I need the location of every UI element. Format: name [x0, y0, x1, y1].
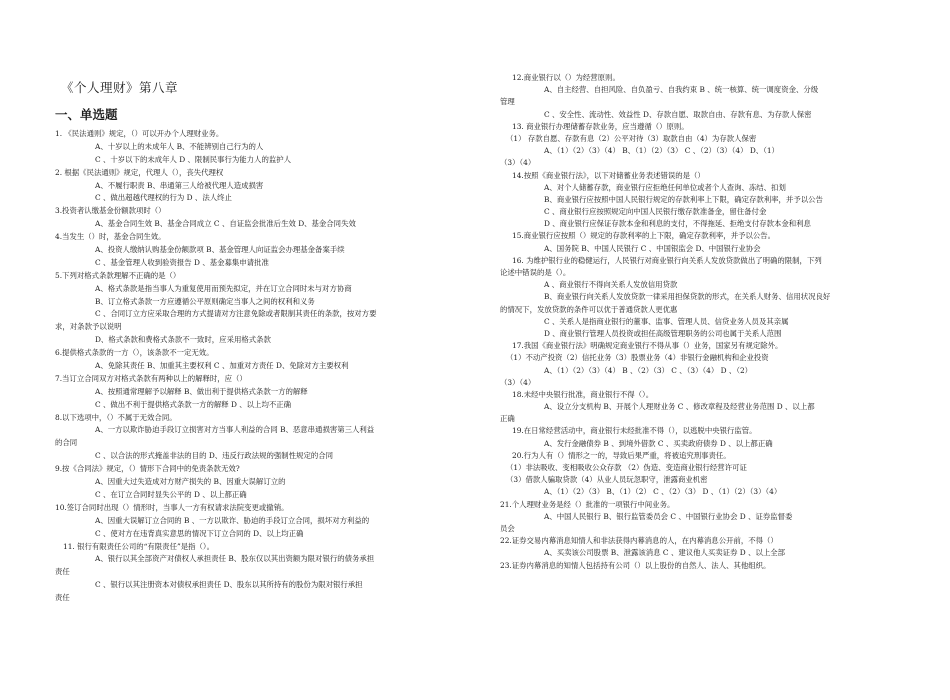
question-line: 21.个人理财业务是经（）批准的一项银行中间业务。 [500, 499, 675, 509]
option-line: A 、商业银行不得向关系人发放信用贷款 [544, 280, 678, 290]
option-line: A、投资人缴纳认购基金份额款项 B、基金管理人向证监会办理基金备案手续 [95, 245, 345, 255]
option-line: A、（1）（2）（3）（4） B、（1）（2）（3） C 、（2）（3）（4） D、（1） [544, 146, 779, 156]
option-line: A、十岁以上的未成年人 B、不能辨别自己行为的人 [95, 141, 264, 151]
question-line: 7.当订立合同双方对格式条款有两种以上的解释时，应（） [55, 373, 247, 383]
continuation-line: 员会 [500, 523, 515, 533]
question-line: 9.按《合同法》规定，（）情形下合同中的免责条款无效? [55, 464, 240, 474]
question-line: 15.商业银行应按照（）规定的存款利率的上下限，确定存款利率，并予以公告。 [512, 231, 776, 241]
statement-line: （3）借款人骗取贷款（4）从业人员玩忽职守，泄露商业机密 [506, 475, 708, 485]
option-line: C 、合同订立方应采取合理的方式提请对方注意免除或者限制其责任的条款，按对方要 [95, 309, 377, 319]
statement-line: （1）非法吸收、变相吸收公众存款 （2）伪造、变造商业银行经营许可证 [506, 463, 747, 472]
option-line: A、国务院 B、中国人民银行 C 、中国银监会 D、中国银行业协会 [544, 243, 761, 253]
right-question-list [500, 72, 900, 572]
option-line: C 、商业银行应按照规定向中国人民银行缴存款准备金，留住备付金 [544, 207, 767, 217]
statement-line: （1）不动产投资（2）信托业务（3）股票业务（4）非银行金融机构和企业投资 [506, 353, 769, 363]
left-column [55, 78, 483, 605]
option-line: C 、做出不利于提供格式条款一方的解释 D 、以上均不正确 [95, 399, 292, 409]
right-column [500, 72, 900, 572]
question-line: 22.证券交易内幕消息知情人和非法获得内幕消息的人，在内幕消息公开前，不得（） [500, 536, 778, 546]
option-line: A、对个人储蓄存款，商业银行应拒绝任何单位或者个人查询、冻结、扣划 [544, 182, 786, 192]
option-line: A、免除其责任 B、加重其主要权利 C 、加重对方责任 D、免除对方主要权利 [95, 361, 349, 371]
continuation-line: 论述中错误的是（）。 [500, 268, 571, 277]
option-line: B、商业银行应按照中国人民银行规定的存款利率上下限，确定存款利率，并予以公告 [544, 194, 823, 204]
question-line: 5.下列对格式条款理解不正确的是（） [55, 270, 181, 280]
question-line: 14.按照《商业银行法》，以下对储蓄业务表述错误的是（） [512, 170, 705, 180]
option-line: A、格式条款是指当事人为重复使用而预先拟定，并在订立合同时未与对方协商 [95, 283, 352, 293]
question-line: 10.签订合同时出现（）情形时，当事人一方有权请求法院变更或撤销。 [55, 502, 289, 512]
continuation-line: （3）（4） [500, 158, 536, 168]
option-line: A、不履行职责 B、串通第三人给被代理人造成损害 [95, 180, 264, 190]
question-line: 1. 《民法通则》规定，（）可以开办个人理财业务。 [55, 129, 224, 138]
option-line: A、发行金融债券 B 、到境外借款 C 、买卖政府债券 D 、以上都正确 [544, 438, 773, 448]
option-line: C 、安全性、流动性、效益性 D、存款自愿、取款自由、存款有息、为存款人保密 [544, 109, 812, 119]
option-line: A、银行以其全部资产对债权人承担责任 B、股东仅以其出资额为限对银行的债务承担 [95, 554, 375, 564]
option-line: A、因重大过失造成对方财产损失的 B、因重大误解订立的 [95, 477, 286, 487]
option-line: C 、十岁以下的未成年人 D 、限制民事行为能力人的监护人 [95, 154, 292, 164]
option-line: A、买卖该公司股票 B、泄露该消息 C 、建议他人买卖证券 D 、以上全部 [544, 548, 786, 558]
continuation-line: 的合同 [55, 438, 78, 448]
continuation-line: 管理 [500, 97, 515, 107]
question-line: 19.在日常经营活动中，商业银行未经批准不得（），以逃脱中央银行监管。 [512, 426, 757, 436]
option-line: A、基金合同生效 B、基金合同成立 C 、自证监会批准后生效 D、基金合同失效 [95, 219, 356, 229]
question-line: 4.当发生（）时，基金合同生效。 [55, 232, 166, 242]
option-line: C 、做出超越代理权的行为 D 、法人终止 [95, 193, 232, 203]
question-line: 12.商业银行以（）为经营原则。 [512, 73, 620, 82]
question-line: 20.行为人有（）情形之一的，导致后果严重，将被追究刑事责任。 [512, 450, 731, 460]
question-line: 18.未经中央银行批准，商业银行不得（）。 [512, 389, 654, 399]
option-line: A、因重大误解订立合同的 B 、一方以欺诈、胁迫的手段订立合同，损坏对方利益的 [95, 515, 370, 525]
continuation-line: 责任 [55, 567, 70, 577]
option-line: A、设立分支机构 B、开展个人理财业务 C 、修改章程及经营业务范围 D 、以上都 [544, 402, 815, 412]
option-line: D 、商业银行应保证存款本金和利息的支付，不得拖延、拒绝支付存款本金和利息 [544, 219, 811, 229]
option-line: A、中国人民银行 B、银行监管委员会 C 、中国银行业协会 D 、证券监督委 [544, 511, 793, 521]
document-title: 《个人理财》第八章 [61, 80, 179, 95]
option-line: C 、银行以其注册资本对债权承担责任 D、股东以其所持有的股份为限对银行承担 [95, 580, 363, 590]
continuation-line: 求，对条款予以说明 [55, 322, 122, 332]
statement-line: （1） 存款自愿、存款有息（2）公平对待（3）取款自由（4）为存款人保密 [506, 133, 757, 143]
option-line: B、商业银行向关系人发放贷款一律采用担保贷款的形式，在关系人财务、信用状况良好 [544, 292, 831, 302]
left-question-list [55, 128, 483, 605]
option-line: D、格式条款和费格式条款不一致时，应采用格式条款 [95, 335, 271, 345]
option-line: A、按照通常理解予以解释 B、做出利于提供格式条款一方的解释 [95, 386, 308, 396]
question-line: 11. 银行有限责任公司的“有限责任”是指（）。 [63, 541, 214, 551]
option-line: B、订立格式条款一方应遵循公平原则确定当事人之间的权利和义务 [95, 296, 315, 306]
option-line: C 、以合法的形式掩盖非法的目的 D、违反行政法规的强制性规定的合同 [95, 451, 334, 461]
section-heading: 一、单选题 [55, 107, 118, 122]
question-line: 6.提供格式条款的一方（），该条款不一定无效。 [55, 348, 214, 358]
question-line: 23.证券内幕消息的知情人包括持有公司（）以上股份的自然人、法人、其他组织。 [500, 560, 771, 570]
question-line: 8.以下选项中，（）不属于无效合同。 [55, 412, 177, 422]
question-line: 13. 商业银行办理储蓄存款业务，应当遵循（）原则。 [512, 121, 689, 131]
continuation-line: （3）（4） [500, 377, 536, 387]
continuation-line: 的情况下，发放贷款的条件可以优于普通贷款人更优惠 [500, 304, 678, 314]
question-line: 3.投资者认缴基金份额款项时（） [55, 206, 166, 216]
option-line: A、一方以欺诈胁迫手段订立损害对方当事人利益的合同 B、恶意串通损害第三人利益 [95, 425, 375, 435]
option-line: A、自主经营、自担风险、自负盈亏、自我约束 B 、统一核算、统一调度资金、分级 [544, 85, 819, 95]
option-line: C 、关系人是指商业银行的董事、监事、管理人员、信贷业务人员及其亲属 [544, 316, 789, 326]
continuation-line: 正确 [500, 414, 515, 424]
option-line: A、（1）（2）（3） B、（1）（2） C 、（2）（3） D 、（1）（2）（3）（4） [544, 487, 782, 497]
question-line: 2. 根据《民法通则》规定，代理人（），丧失代理权 [55, 167, 224, 177]
option-line: C 、使对方在违背真实意思的情况下订立合同的 D、以上均正确 [95, 528, 304, 538]
question-line: 16. 为维护银行业的稳健运行，人民银行对商业银行向关系人发放贷款做出了明确的限制，下列 [512, 255, 822, 265]
option-line: C 、在订立合同时显失公平的 D 、以上都正确 [95, 489, 247, 499]
question-line: 17.我国《商业银行法》明确规定商业银行不得从事（）业务，国家另有规定除外。 [512, 341, 783, 351]
option-line: A、（1）（2）（3）（4） B 、（2）（3） C 、（3）（4） D 、（2） [544, 365, 753, 375]
continuation-line: 责任 [55, 593, 70, 603]
option-line: D 、商业银行管理人员投资或担任高级管理职务的公司也属于关系人范围 [544, 328, 782, 338]
option-line: C 、基金管理人收到验资报告 D 、基金募集申请批准 [95, 257, 269, 267]
